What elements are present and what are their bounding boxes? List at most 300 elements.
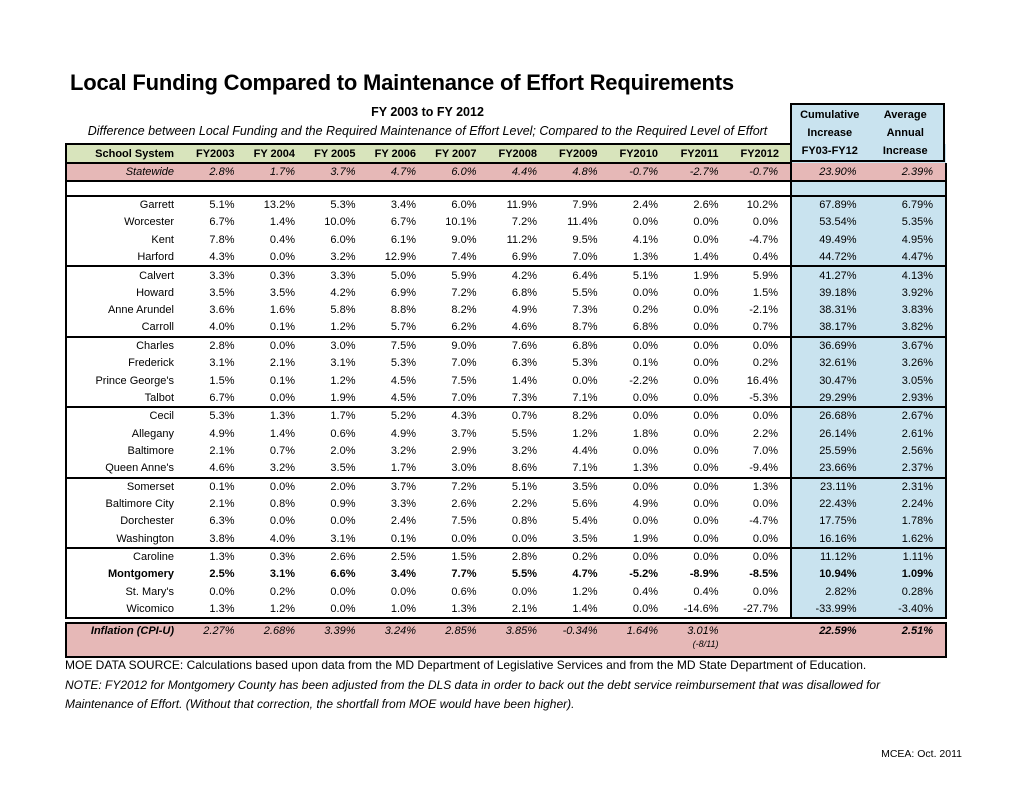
cell-value: -2.7% — [670, 163, 731, 181]
subtitle: FY 2003 to FY 2012 — [371, 105, 484, 119]
cell-value: 0.0% — [670, 337, 731, 355]
row-label: Somerset — [66, 478, 186, 496]
cell-value: 2.5% — [209, 568, 235, 581]
cell-value: -8.9% — [689, 568, 719, 581]
cell-value: 0.0% — [693, 445, 719, 458]
cell-value: 5.3% — [307, 196, 368, 214]
cell-value: 3.01% (-8/11) — [670, 623, 731, 657]
cell-value: 4.1% — [632, 233, 658, 246]
summary-header-box — [790, 103, 945, 162]
cell-value: 0.0% — [610, 337, 671, 355]
cell-value: 6.8% — [511, 286, 537, 299]
cumulative-value: 41.27% — [791, 266, 869, 284]
cell-value: 3.5% — [209, 286, 235, 299]
summary-header-line: Annual — [886, 127, 924, 139]
cell-value: 3.1% — [269, 568, 295, 581]
cell-value: 5.5% — [572, 286, 598, 299]
cell-value: 0.7% — [269, 445, 295, 458]
cell-value: 4.5% — [390, 391, 416, 404]
description: Difference between Local Funding and the Required Maintenance of Effort Level; Compared to the Required Level of Effort — [87, 124, 768, 138]
cell-value: 0.0% — [693, 427, 719, 440]
cell-value: 4.0% — [209, 321, 235, 334]
summary-header-line: Cumulative — [800, 109, 860, 121]
row-label: Baltimore City — [66, 495, 186, 513]
row-label: Baltimore — [66, 442, 186, 460]
school-system-header: School System — [66, 144, 186, 163]
cell-value: 0.6% — [330, 427, 356, 440]
cell-value: 0.0% — [731, 548, 792, 566]
cell-value: 4.9% — [209, 427, 235, 440]
average-value: 2.61% — [869, 425, 947, 443]
cell-value: -14.6% — [670, 601, 731, 619]
year-header: FY2003 — [186, 144, 247, 163]
cell-value: 1.2% — [247, 601, 308, 619]
cell-value: 0.0% — [670, 478, 731, 496]
row-label: Howard — [66, 284, 186, 302]
cell-value: 1.4% — [269, 216, 295, 229]
cell-value: 0.0% — [632, 391, 658, 404]
row-label: Garrett — [66, 196, 186, 214]
cumulative-value: 10.94% — [791, 565, 869, 583]
cell-value: 6.9% — [390, 286, 416, 299]
statewide-row — [66, 163, 946, 181]
summary-header-line: Increase — [882, 145, 928, 157]
cell-value: 8.2% — [549, 407, 610, 425]
cell-value: 6.0% — [330, 233, 356, 246]
cell-value: 7.5% — [368, 337, 429, 355]
cell-value: 5.2% — [368, 407, 429, 425]
cell-value: -0.7% — [731, 163, 792, 181]
cell-value: -8.5% — [749, 568, 778, 581]
cell-value: -5.2% — [629, 568, 658, 581]
table-row — [66, 583, 946, 601]
cell-value: -0.7% — [610, 163, 671, 181]
cell-value: 10.2% — [731, 196, 792, 214]
cell-value: 0.0% — [610, 601, 671, 619]
year-header: FY2012 — [731, 144, 792, 163]
cell-value: 2.85% — [428, 623, 489, 657]
cell-value: 6.3% — [209, 515, 235, 528]
cumulative-value: 2.82% — [791, 583, 869, 601]
cell-value: -9.4% — [749, 462, 778, 475]
cell-value: 2.1% — [209, 497, 235, 510]
cell-value: 1.3% — [186, 601, 247, 619]
cell-value: 0.0% — [693, 497, 719, 510]
table-row — [66, 478, 946, 496]
table-row — [66, 284, 946, 302]
cell-value: 7.1% — [572, 391, 598, 404]
row-label: Statewide — [66, 163, 186, 181]
cell-value: 6.8% — [549, 337, 610, 355]
cell-value: 7.3% — [572, 304, 598, 317]
cell-value: 9.0% — [428, 337, 489, 355]
cell-value: 1.4% — [549, 601, 610, 619]
cell-value: 2.2% — [511, 497, 537, 510]
cell-value: 6.6% — [330, 568, 356, 581]
average-value: 3.83% — [869, 302, 947, 320]
cell-value: -4.7% — [749, 515, 778, 528]
cell-value: 0.0% — [752, 585, 778, 598]
cumulative-value: 53.54% — [791, 214, 869, 232]
average-value: 3.82% — [869, 319, 947, 337]
cell-value: 0.0% — [693, 532, 719, 545]
cell-value: 0.0% — [247, 337, 308, 355]
cell-value: 0.0% — [731, 337, 792, 355]
cell-value: 0.0% — [632, 515, 658, 528]
cell-value: 2.1% — [269, 357, 295, 370]
cell-value: 0.0% — [632, 216, 658, 229]
cell-value: 4.2% — [330, 286, 356, 299]
cell-value: 0.0% — [269, 515, 295, 528]
cell-value: 0.0% — [693, 286, 719, 299]
cell-value: 0.0% — [511, 585, 537, 598]
cell-value: 2.0% — [307, 478, 368, 496]
cumulative-value: 25.59% — [791, 442, 869, 460]
cell-value: 0.0% — [307, 601, 368, 619]
row-label: Harford — [66, 249, 186, 267]
cell-value: 7.0% — [752, 445, 778, 458]
cell-value: 3.6% — [209, 304, 235, 317]
year-header: FY 2006 — [368, 144, 429, 163]
cumulative-value: 67.89% — [791, 196, 869, 214]
cell-value: 1.2% — [572, 585, 598, 598]
cell-value: 3.2% — [269, 462, 295, 475]
cell-value: 5.3% — [186, 407, 247, 425]
cell-value: 0.1% — [269, 374, 295, 387]
cumulative-increase-header — [792, 105, 868, 160]
cell-value: 3.2% — [330, 251, 356, 264]
row-label: Wicomico — [66, 601, 186, 619]
cell-value: 5.3% — [390, 357, 416, 370]
cell-value: 3.0% — [451, 462, 477, 475]
cumulative-value: 32.61% — [791, 354, 869, 372]
cell-value: 0.0% — [752, 216, 778, 229]
cell-value: 1.7% — [390, 462, 416, 475]
cell-value: 1.6% — [269, 304, 295, 317]
cell-value: 7.5% — [451, 374, 477, 387]
cell-value: 1.2% — [572, 427, 598, 440]
cell-value: 7.0% — [451, 357, 477, 370]
cumulative-value: 22.43% — [791, 495, 869, 513]
moe-table — [65, 143, 947, 658]
cell-value: 0.0% — [247, 478, 308, 496]
cell-value: 2.68% — [247, 623, 308, 657]
cell-value: 9.5% — [572, 233, 598, 246]
cell-value: 3.1% — [330, 357, 356, 370]
cell-value: 6.7% — [209, 216, 235, 229]
cell-value: 5.9% — [428, 266, 489, 284]
cell-value: 0.0% — [330, 515, 356, 528]
cell-value: 0.8% — [511, 515, 537, 528]
average-value: 2.67% — [869, 407, 947, 425]
cell-value: 6.0% — [428, 196, 489, 214]
cell-value: 2.5% — [368, 548, 429, 566]
cell-value: 6.9% — [511, 251, 537, 264]
cell-value: 0.0% — [693, 304, 719, 317]
cumulative-value: 49.49% — [791, 231, 869, 249]
cell-value: 3.5% — [269, 286, 295, 299]
row-label: Anne Arundel — [66, 302, 186, 320]
credit: MCEA: Oct. 2011 — [881, 748, 962, 760]
cell-value: 3.1% — [209, 357, 235, 370]
cumulative-value: 30.47% — [791, 372, 869, 390]
cell-value: 4.4% — [489, 163, 550, 181]
cumulative-value: 36.69% — [791, 337, 869, 355]
table-row — [66, 513, 946, 531]
cell-value: 0.6% — [451, 585, 477, 598]
average-value: -3.40% — [869, 601, 947, 619]
cell-value: 3.5% — [330, 462, 356, 475]
cumulative-value: 29.29% — [791, 390, 869, 408]
average-value: 2.39% — [869, 163, 947, 181]
cell-value: 9.0% — [451, 233, 477, 246]
cell-value: 12.9% — [384, 251, 416, 264]
cell-value: 5.3% — [572, 357, 598, 370]
cell-value: 0.3% — [247, 266, 308, 284]
average-value: 2.24% — [869, 495, 947, 513]
cell-value: 4.3% — [428, 407, 489, 425]
cell-value: 4.0% — [269, 532, 295, 545]
cell-value: 0.2% — [752, 357, 778, 370]
cell-value: 0.3% — [247, 548, 308, 566]
cell-value: 0.7% — [752, 321, 778, 334]
cell-value: 0.4% — [269, 233, 295, 246]
table-row — [66, 425, 946, 443]
row-label: Montgomery — [66, 565, 186, 583]
average-value: 2.51% — [869, 623, 947, 657]
cell-value: 3.5% — [572, 532, 598, 545]
year-header: FY2011 — [670, 144, 731, 163]
cell-value: 6.8% — [632, 321, 658, 334]
cell-value: 1.3% — [428, 601, 489, 619]
cell-value: -27.7% — [731, 601, 792, 619]
cell-value: 0.2% — [549, 548, 610, 566]
summary-header-line: FY03-FY12 — [801, 145, 858, 157]
cell-value: 7.8% — [209, 233, 235, 246]
cell-value: 5.1% — [610, 266, 671, 284]
cell-value: 11.2% — [506, 233, 537, 246]
summary-header-line: Increase — [807, 127, 853, 139]
cell-value: 5.6% — [572, 497, 598, 510]
inflation-footnote-marker: (-8/11) — [692, 639, 719, 650]
cell-value: 5.0% — [368, 266, 429, 284]
cell-value: 8.6% — [511, 462, 537, 475]
cell-value: -2.1% — [749, 304, 778, 317]
cumulative-value: 17.75% — [791, 513, 869, 531]
cumulative-value: 23.11% — [791, 478, 869, 496]
cell-value: 4.9% — [390, 427, 416, 440]
cell-value: 3.4% — [368, 196, 429, 214]
cell-value: 3.5% — [549, 478, 610, 496]
spacer-cell — [869, 181, 947, 196]
cell-value: 6.4% — [549, 266, 610, 284]
cell-value: 0.7% — [489, 407, 550, 425]
average-value: 3.92% — [869, 284, 947, 302]
cell-value: 4.9% — [632, 497, 658, 510]
average-value: 3.67% — [869, 337, 947, 355]
cell-value: 3.24% — [368, 623, 429, 657]
cell-value: 0.0% — [752, 532, 778, 545]
row-label: Washington — [66, 530, 186, 548]
cell-value: 3.7% — [451, 427, 477, 440]
cell-value: 1.5% — [428, 548, 489, 566]
cell-value: 0.4% — [752, 251, 778, 264]
cell-value — [731, 623, 792, 657]
average-value: 4.13% — [869, 266, 947, 284]
cell-value: 1.2% — [330, 374, 356, 387]
cell-value: 0.0% — [632, 286, 658, 299]
cell-value: 4.3% — [209, 251, 235, 264]
cell-value: 3.4% — [390, 568, 416, 581]
year-header: FY 2005 — [307, 144, 368, 163]
cell-value: 1.7% — [247, 163, 308, 181]
cell-value: 4.7% — [368, 163, 429, 181]
cell-value: 7.0% — [451, 391, 477, 404]
cell-value: 0.0% — [693, 357, 719, 370]
cell-value: 0.0% — [451, 532, 477, 545]
cell-value: 0.2% — [269, 585, 295, 598]
cell-value: 1.5% — [752, 286, 778, 299]
year-header: FY2008 — [489, 144, 550, 163]
cell-value: 0.4% — [693, 585, 719, 598]
cell-value: 0.4% — [632, 585, 658, 598]
average-value: 2.56% — [869, 442, 947, 460]
cell-value: 6.3% — [511, 357, 537, 370]
cell-value: 0.0% — [693, 216, 719, 229]
cell-value: 0.1% — [269, 321, 295, 334]
page-title: Local Funding Compared to Maintenance of Effort Requirements — [70, 70, 734, 95]
cell-value: 5.5% — [511, 427, 537, 440]
cell-value: 1.9% — [670, 266, 731, 284]
cell-value: -0.34% — [549, 623, 610, 657]
cumulative-value: 11.12% — [791, 548, 869, 566]
row-label: Caroline — [66, 548, 186, 566]
cell-value: 1.4% — [693, 251, 719, 264]
table-row — [66, 214, 946, 232]
cell-value: 0.0% — [330, 585, 356, 598]
spacer-cell — [791, 181, 869, 196]
cell-value: -2.2% — [629, 374, 658, 387]
spacer-cell — [66, 181, 791, 196]
cell-value: 1.3% — [247, 407, 308, 425]
summary-header-line: Average — [883, 109, 927, 121]
row-label: Frederick — [66, 354, 186, 372]
cell-value: 0.0% — [610, 548, 671, 566]
table-row — [66, 530, 946, 548]
cell-value: 3.3% — [186, 266, 247, 284]
average-value: 5.35% — [869, 214, 947, 232]
table-row — [66, 196, 946, 214]
cell-value: 7.2% — [428, 478, 489, 496]
cumulative-value: 44.72% — [791, 249, 869, 267]
cell-value: 10.1% — [445, 216, 477, 229]
cell-value: 4.9% — [511, 304, 537, 317]
cell-value: 13.2% — [247, 196, 308, 214]
row-label: Worcester — [66, 214, 186, 232]
cell-value: 3.0% — [307, 337, 368, 355]
cell-value: 8.7% — [572, 321, 598, 334]
cell-value: 16.4% — [746, 374, 778, 387]
cell-value: 1.5% — [209, 374, 235, 387]
cell-value: 7.0% — [572, 251, 598, 264]
table-row — [66, 372, 946, 390]
row-label: Dorchester — [66, 513, 186, 531]
cell-value: 2.8% — [186, 337, 247, 355]
table-row — [66, 407, 946, 425]
cumulative-value: 26.14% — [791, 425, 869, 443]
cumulative-value: 22.59% — [791, 623, 869, 657]
row-label: Cecil — [66, 407, 186, 425]
footnote-line: Maintenance of Effort. (Without that correction, the shortfall from MOE would have been higher). — [65, 697, 575, 711]
cell-value: 2.4% — [610, 196, 671, 214]
cell-value: 1.4% — [511, 374, 537, 387]
inflation-label: Inflation (CPI-U) — [66, 623, 186, 657]
cell-value: 0.1% — [632, 357, 658, 370]
cell-value: 4.6% — [511, 321, 537, 334]
cell-value: -4.7% — [749, 233, 778, 246]
average-value: 3.26% — [869, 354, 947, 372]
cell-value: 0.0% — [610, 407, 671, 425]
cell-value: 5.4% — [572, 515, 598, 528]
row-label: Talbot — [66, 390, 186, 408]
average-value: 2.31% — [869, 478, 947, 496]
cell-value: 7.3% — [511, 391, 537, 404]
average-value: 4.47% — [869, 249, 947, 267]
cell-value: 1.3% — [632, 251, 658, 264]
cell-value: 1.9% — [330, 391, 356, 404]
cell-value: 4.6% — [209, 462, 235, 475]
table-row — [66, 460, 946, 478]
cell-value: 2.1% — [209, 445, 235, 458]
cell-value: 2.4% — [390, 515, 416, 528]
table-row — [66, 548, 946, 566]
row-label: St. Mary's — [66, 583, 186, 601]
cell-value: 10.0% — [324, 216, 356, 229]
cell-value: 6.2% — [451, 321, 477, 334]
average-value: 3.05% — [869, 372, 947, 390]
cumulative-value: 38.17% — [791, 319, 869, 337]
table-row — [66, 249, 946, 267]
cell-value: 3.2% — [511, 445, 537, 458]
cell-value: 8.2% — [451, 304, 477, 317]
cell-value: 7.4% — [451, 251, 477, 264]
cell-value: 0.0% — [511, 532, 537, 545]
cell-value: 11.4% — [567, 216, 598, 229]
average-value: 1.11% — [869, 548, 947, 566]
cell-value: 0.0% — [693, 233, 719, 246]
row-label: Queen Anne's — [66, 460, 186, 478]
cell-value: 3.3% — [307, 266, 368, 284]
cell-value: 1.9% — [632, 532, 658, 545]
inflation-row — [66, 623, 946, 657]
cell-value: 3.85% — [489, 623, 550, 657]
cell-value: 4.4% — [572, 445, 598, 458]
cell-value: 7.2% — [511, 216, 537, 229]
average-value: 4.95% — [869, 231, 947, 249]
cell-value: 5.7% — [390, 321, 416, 334]
average-value: 2.37% — [869, 460, 947, 478]
cell-value: 4.5% — [390, 374, 416, 387]
average-value: 1.09% — [869, 565, 947, 583]
row-label: Calvert — [66, 266, 186, 284]
cell-value: 6.1% — [390, 233, 416, 246]
row-label: Kent — [66, 231, 186, 249]
cell-value: 4.7% — [572, 568, 598, 581]
cell-value: 3.7% — [307, 163, 368, 181]
cell-value: 0.1% — [186, 478, 247, 496]
cell-value: 5.5% — [511, 568, 537, 581]
cell-value: 1.3% — [731, 478, 792, 496]
